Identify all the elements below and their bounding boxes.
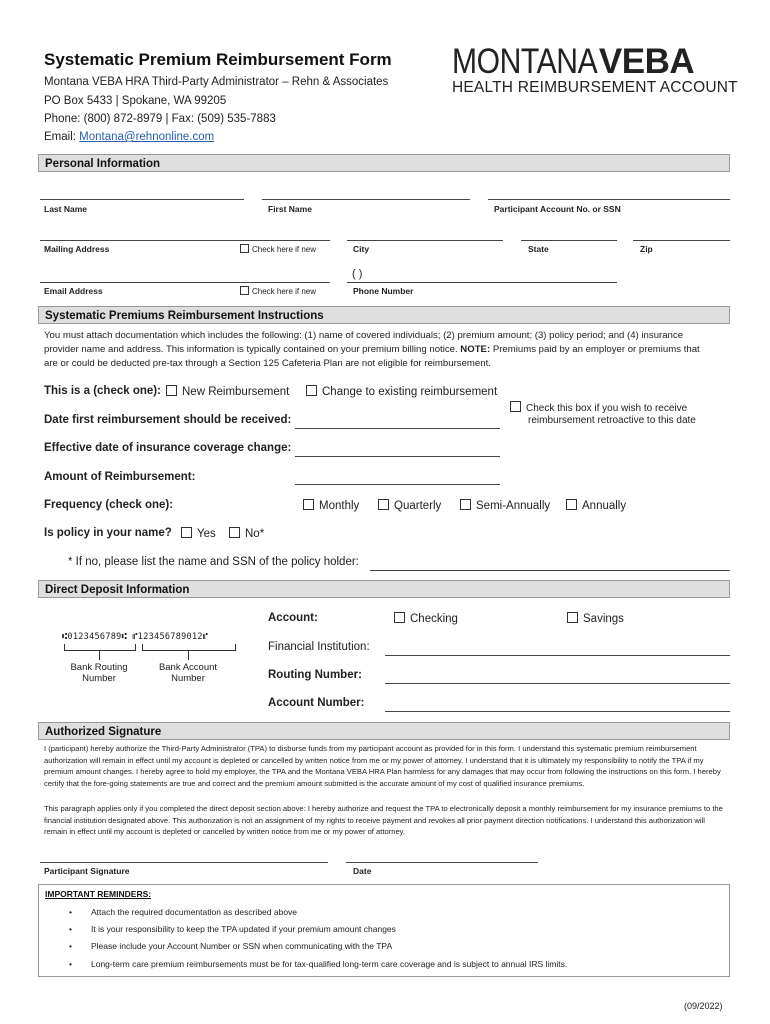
participant-signature-label: Participant Signature: [44, 866, 130, 876]
zip-field[interactable]: [633, 240, 730, 241]
logo-subtitle: HEALTH REIMBURSEMENT ACCOUNT: [452, 79, 738, 96]
mailing-new-label: Check here if new: [252, 245, 317, 254]
retroactive-label-1: Check this box if you wish to receive: [526, 403, 688, 414]
section-personal-information: Personal Information: [38, 154, 730, 172]
mailing-address-tpa: PO Box 5433 | Spokane, WA 99205: [44, 95, 227, 107]
first-name-label: First Name: [268, 204, 312, 214]
logo-veba: VEBA: [598, 42, 695, 81]
yes-option[interactable]: [181, 527, 216, 540]
form-version: (09/2022): [684, 1001, 723, 1011]
instructions-text-b: Premiums paid by an employer or premiums that are or could be deducted pre-tax through a Section 125 Cafeteria Plan are not eligible for reimbursement.: [44, 344, 700, 369]
policy-name-label: Is policy in your name?: [44, 527, 172, 539]
mailing-address-label: Mailing Address: [44, 244, 110, 254]
bank-routing-text: Bank Routing: [70, 662, 128, 673]
section-instructions: Systematic Premiums Reimbursement Instructions: [38, 306, 730, 324]
email-line: [44, 131, 214, 143]
monthly-label: Monthly: [319, 500, 360, 512]
routing-number-field[interactable]: [385, 683, 730, 684]
account-tick: [188, 650, 189, 660]
new-reimbursement-checkbox[interactable]: [166, 385, 177, 396]
participant-signature-field[interactable]: [40, 862, 328, 863]
savings-checkbox[interactable]: [567, 612, 578, 623]
email-new-label: Check here if new: [252, 287, 317, 296]
reminder-item: • Attach the required documentation as described above: [91, 907, 297, 917]
email-address-label: Email Address: [44, 286, 103, 296]
phone-number-field[interactable]: [347, 282, 617, 283]
section-authorized-signature: Authorized Signature: [38, 722, 730, 740]
authorization-paragraph: I (participant) hereby authorize the Third-Party Administrator (TPA) to disburse funds from my participant account as provided for in this form. I understand this systematic premium reimbursement authorization will remain in effect until my account is depleted or cancelled by written notice from me or my power of attorney. I understand that it is ultimately my responsibility to notify the TPA if my premium amount changes. I hereby agree to hold my employer, the TPA and the Montana VEBA HRA Plan harmless for any damages that may occur from following the instructions on this form. I hereby certify that the fore-going statements are true and correct and the premium amount submitted is the accurate amount of my cost of qualified insurance premiums.: [44, 744, 721, 788]
reminder-item: • Long-term care premium reimbursements must be for tax-qualified long-term care coverage and is subject to annual IRS limits.: [91, 959, 567, 969]
tpa-name: Montana VEBA HRA Third-Party Administrator – Rehn & Associates: [44, 76, 389, 88]
yes-label: Yes: [197, 528, 216, 540]
bank-account-text: Bank Account: [158, 662, 218, 673]
change-reimbursement-label: Change to existing reimbursement: [322, 386, 498, 398]
account-number-label: Account Number:: [268, 697, 365, 709]
semi-annually-option[interactable]: [460, 499, 550, 512]
bank-account-caption: [146, 662, 230, 684]
form-title: Systematic Premium Reimbursement Form: [44, 50, 392, 69]
zip-label: Zip: [640, 244, 653, 254]
last-name-label: Last Name: [44, 204, 87, 214]
state-label: State: [528, 244, 549, 254]
account-no-label: Participant Account No. or SSN: [494, 204, 621, 214]
instructions-paragraph: [44, 329, 704, 371]
reminder-item: • It is your responsibility to keep the TPA updated if your premium amount changes: [91, 924, 396, 934]
monthly-checkbox[interactable]: [303, 499, 314, 510]
amount-label: Amount of Reimbursement:: [44, 471, 196, 483]
email-new-checkbox[interactable]: [240, 286, 249, 295]
savings-option[interactable]: [567, 612, 624, 625]
important-reminders-box: [38, 884, 730, 977]
retroactive-checkbox[interactable]: [510, 401, 521, 412]
retroactive-label-2: reimbursement retroactive to this date: [528, 415, 696, 426]
this-is-a-label: This is a (check one):: [44, 385, 161, 397]
note-label: NOTE:: [460, 344, 491, 355]
yes-checkbox[interactable]: [181, 527, 192, 538]
quarterly-label: Quarterly: [394, 500, 442, 512]
email-link[interactable]: Montana@rehnonline.com: [79, 131, 215, 143]
date-first-label: Date first reimbursement should be received:: [44, 414, 292, 426]
if-no-label: * If no, please list the name and SSN of the policy holder:: [68, 556, 359, 568]
no-label: No*: [245, 528, 265, 540]
retroactive-option[interactable]: [510, 401, 687, 414]
effective-date-label: Effective date of insurance coverage change:: [44, 442, 292, 454]
monthly-option[interactable]: [303, 499, 359, 512]
phone-parens: ( ): [352, 268, 363, 280]
annually-option[interactable]: [566, 499, 626, 512]
annually-label: Annually: [582, 500, 627, 512]
city-field[interactable]: [347, 240, 503, 241]
bank-routing-caption: [58, 662, 140, 684]
account-type-label: Account:: [268, 612, 318, 624]
email-address-field[interactable]: [40, 282, 330, 283]
no-checkbox[interactable]: [229, 527, 240, 538]
account-bracket: [142, 644, 236, 651]
check-micr-line: ⑆0123456789⑆ ⑈123456789012⑈: [62, 632, 209, 642]
quarterly-option[interactable]: [378, 499, 441, 512]
email-new-checkbox-row[interactable]: [240, 286, 316, 296]
reminder-item: • Please include your Account Number or SSN when communicating with the TPA: [91, 941, 392, 951]
state-field[interactable]: [521, 240, 617, 241]
effective-date-field[interactable]: [295, 456, 500, 457]
date-first-field[interactable]: [295, 428, 500, 429]
annually-checkbox[interactable]: [566, 499, 577, 510]
first-name-field[interactable]: [262, 199, 470, 200]
checking-option[interactable]: [394, 612, 458, 625]
no-option[interactable]: [229, 527, 264, 540]
change-reimbursement-option[interactable]: [306, 385, 497, 398]
change-reimbursement-checkbox[interactable]: [306, 385, 317, 396]
signature-date-field[interactable]: [346, 862, 538, 863]
instructions-text-a: You must attach documentation which includes the following: (1) name of covered individuals; (2) premium amount; (3) policy period; and (4) insurance provider name and address. This information is typically contained on your premium billing notice.: [44, 330, 684, 355]
email-label: Email:: [44, 131, 80, 143]
checking-checkbox[interactable]: [394, 612, 405, 623]
bank-account-number-text: Number: [171, 673, 205, 684]
phone-fax: Phone: (800) 872-8979 | Fax: (509) 535-7883: [44, 113, 276, 125]
mailing-address-field[interactable]: [40, 240, 330, 241]
account-number-field[interactable]: [385, 711, 730, 712]
account-no-field[interactable]: [488, 199, 730, 200]
quarterly-checkbox[interactable]: [378, 499, 389, 510]
new-reimbursement-label: New Reimbursement: [182, 386, 290, 398]
amount-field[interactable]: [295, 484, 500, 485]
mailing-new-checkbox-row[interactable]: [240, 244, 316, 254]
semi-annually-checkbox[interactable]: [460, 499, 471, 510]
mailing-new-checkbox[interactable]: [240, 244, 249, 253]
semi-annually-label: Semi-Annually: [476, 500, 551, 512]
routing-bracket: [64, 644, 136, 651]
section-direct-deposit: Direct Deposit Information: [38, 580, 730, 598]
montana-veba-logo: [452, 42, 738, 96]
city-label: City: [353, 244, 370, 254]
routing-number-label: Routing Number:: [268, 669, 362, 681]
savings-label: Savings: [583, 613, 624, 625]
direct-deposit-authorization-paragraph: This paragraph applies only if you completed the direct deposit section above: I hereby authorize and request the TPA to electronically deposit a monthly reimbursement for my insurance premiums to the financial institution designated above. This authorization is not an assignment of my rights to receive payment and revokes all prior payment direction notifications. I understand this authorization will remain in effect until my account is depleted or cancelled by written notice from me or my power of attorney.: [44, 804, 723, 836]
policy-holder-field[interactable]: [370, 570, 730, 571]
checking-label: Checking: [410, 613, 458, 625]
last-name-field[interactable]: [40, 199, 244, 200]
reminders-title: IMPORTANT REMINDERS:: [45, 889, 152, 899]
signature-date-label: Date: [353, 866, 372, 876]
logo-montana: MONTANA: [452, 42, 598, 81]
financial-institution-field[interactable]: [385, 655, 730, 656]
routing-tick: [99, 650, 100, 660]
frequency-label: Frequency (check one):: [44, 499, 174, 511]
new-reimbursement-option[interactable]: [166, 385, 289, 398]
bank-routing-number-text: Number: [82, 673, 116, 684]
financial-institution-label: Financial Institution:: [268, 641, 370, 653]
phone-number-label: Phone Number: [353, 286, 414, 296]
